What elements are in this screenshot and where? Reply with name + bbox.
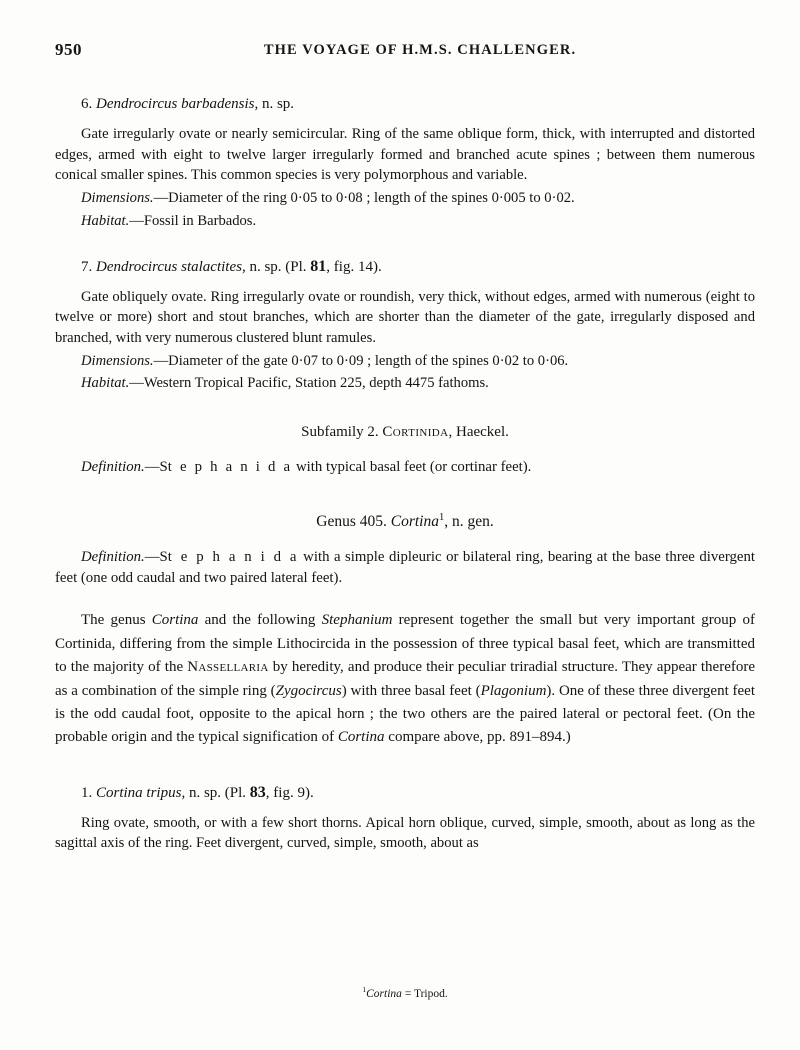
dimensions-label-6: Dimensions. [81, 190, 154, 207]
species-tail-6: , n. sp. [254, 96, 295, 112]
genus-discussion [55, 609, 755, 749]
species-number-1: 1. [81, 784, 93, 801]
genus-prefix: Genus 405. [316, 513, 391, 531]
discussion-genus-stephanium: Stephanium [321, 612, 393, 629]
genus-heading [55, 512, 755, 531]
species-heading-6 [55, 96, 755, 113]
running-head [55, 40, 755, 70]
discussion-part-8: ) with three basal feet ( [341, 682, 481, 699]
genus-definition [55, 547, 755, 589]
footnote-text: = Tripod. [401, 987, 448, 1000]
species-heading-1 [55, 784, 755, 802]
discussion-part-10: ). One of these three divergent feet is the odd caudal foot, opposite to the apical horn ; the two others are the paired lateral or pectoral feet. (On the probable origin and the typical signification of [55, 682, 756, 746]
species-description-1: Ring ovate, smooth, or with a few short thorns. Apical horn oblique, curved, simple, smooth, about as long as the sagittal axis of the ring. Feet divergent, curved, simple, smooth, about as [55, 814, 755, 852]
subfamily-heading [55, 424, 755, 441]
plate-number-1: 83 [249, 783, 266, 801]
subfamily-name: Cortinida [382, 424, 449, 441]
discussion-part-12: compare above, pp. 891–894.) [384, 729, 571, 746]
genus-footnote-marker: 1 [438, 512, 445, 524]
species-heading-7 [55, 258, 755, 276]
discussion-zygocircus: Zygocircus [275, 682, 342, 699]
genus-name: Cortina [390, 513, 439, 531]
running-title: THE VOYAGE OF H.M.S. CHALLENGER. [263, 42, 577, 58]
genus-definition-label: Definition. [81, 549, 145, 566]
species-name-6: Dendrocircus barbadensis [96, 96, 255, 112]
habitat-label-7: Habitat. [81, 375, 130, 392]
species-dimensions-6 [55, 188, 755, 209]
discussion-genus-cortina: Cortina [151, 612, 199, 629]
species-habitat-6 [55, 211, 755, 232]
page-content [55, 40, 755, 854]
habitat-text-7: —Western Tropical Pacific, Station 225, depth 4475 fathoms. [129, 375, 489, 392]
subfamily-suffix: , Haeckel. [448, 424, 509, 441]
discussion-plagonium: Plagonium [480, 682, 547, 699]
genus-suffix: , n. gen. [444, 513, 494, 531]
subfamily-definition [55, 457, 755, 478]
species-tail-1: , n. sp. (Pl. [181, 784, 250, 801]
discussion-cortina-2: Cortina [337, 729, 385, 746]
species-habitat-7 [55, 373, 755, 394]
species-tail2-1: , fig. 9). [265, 784, 314, 801]
discussion-part-4: represent together the small but very important group of Cortinida, differing from the simple Lithocircida in the possession of three typical basal feet, which are transmitted to the majority of the [55, 612, 755, 676]
dimensions-text-7: —Diameter of the gate 0·07 to 0·09 ; length of the spines 0·02 to 0·06. [153, 352, 569, 369]
species-number-7: 7. [81, 258, 93, 275]
genus-definition-spaced: t e p h a n i d a [167, 549, 299, 566]
habitat-text-6: —Fossil in Barbados. [129, 212, 257, 229]
species-dimensions-7 [55, 351, 755, 372]
species-number-6: 6. [81, 96, 93, 112]
discussion-part-6: by heredity, and produce their peculiar triradial structure. They appear therefore as a combination of the simple ring ( [55, 659, 756, 699]
dimensions-label-7: Dimensions. [81, 352, 154, 369]
species-name-1: Cortina tripus [96, 784, 182, 801]
genus-definition-text: with a simple dipleuric or bilateral ring, bearing at the base three divergent feet (one odd caudal and two paired lateral feet). [55, 549, 755, 587]
subfamily-definition-text: with typical basal feet (or cortinar feet). [292, 459, 532, 476]
habitat-label-6: Habitat. [81, 212, 130, 229]
species-name-7: Dendrocircus stalactites [96, 258, 242, 275]
discussion-part-2: and the following [198, 612, 322, 629]
species-description-7: Gate obliquely ovate. Ring irregularly ovate or roundish, very thick, without edges, armed with numerous (eight to twelve or more) short and stout branches, which are shorter than the diameter of the gate, irregularly disposed and branched, with very numerous clustered blunt ramules. [55, 288, 755, 347]
dimensions-text-6: —Diameter of the ring 0·05 to 0·08 ; length of the spines 0·005 to 0·02. [153, 190, 575, 207]
discussion-nassellaria: Nassellaria [187, 659, 269, 676]
genus-definition-dash: —S [144, 549, 168, 566]
subfamily-definition-dash: —S [144, 459, 168, 476]
species-tail-7: , n. sp. (Pl. [241, 258, 311, 275]
subfamily-definition-spaced: t e p h a n i d a [167, 459, 293, 476]
page-number: 950 [55, 40, 82, 59]
footnote-term: Cortina [366, 987, 402, 1000]
discussion-part-0: The genus [81, 612, 152, 629]
species-tail2-7: , fig. 14). [326, 258, 382, 275]
plate-number-7: 81 [310, 257, 327, 275]
footnote [55, 985, 755, 1000]
footnote-marker: 1 [362, 985, 367, 994]
species-description-6: Gate irregularly ovate or nearly semicircular. Ring of the same oblique form, thick, with interrupted and distorted edges, armed with eight to twelve larger irregularly formed and branched acute spines ; between them numerous conical smaller spines. This common species is very polymorphous and variable. [55, 126, 755, 184]
subfamily-definition-label: Definition. [81, 459, 145, 476]
subfamily-prefix: Subfamily 2. [301, 424, 383, 441]
